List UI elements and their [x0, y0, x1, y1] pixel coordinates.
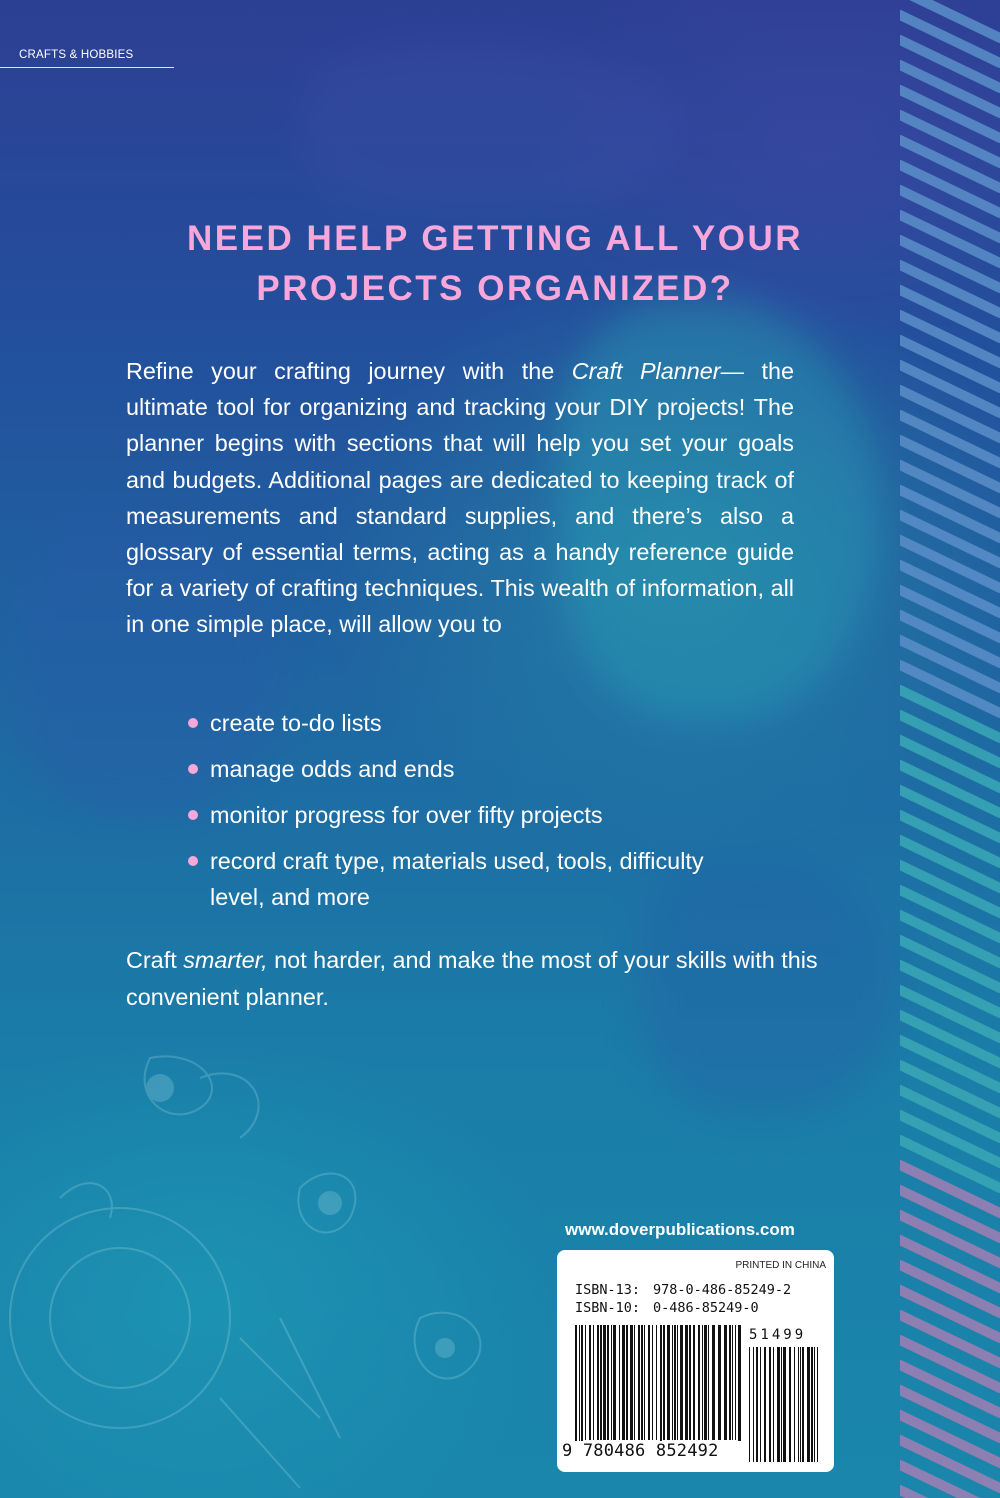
stripe: [900, 965, 1000, 1013]
barcode-bar: [769, 1347, 771, 1462]
barcode-label: [557, 1250, 834, 1472]
stripe: [900, 765, 1000, 813]
barcode-bar: [575, 1325, 577, 1460]
stripe: [900, 740, 1000, 788]
stripe: [900, 515, 1000, 563]
barcode-bar: [593, 1325, 594, 1440]
stripe: [900, 365, 1000, 413]
stripe: [900, 1440, 1000, 1488]
stripe: [900, 1140, 1000, 1188]
book-title: Craft Planner: [571, 358, 721, 384]
stripe: [900, 1415, 1000, 1463]
barcode-bar: [619, 1325, 620, 1440]
stripe: [900, 1390, 1000, 1438]
barcode-bar: [634, 1325, 635, 1440]
barcode-bar: [611, 1325, 612, 1440]
barcode-bar: [607, 1325, 609, 1440]
description-paragraph: [126, 353, 794, 643]
barcode-bar: [626, 1325, 628, 1440]
barcode-bar: [656, 1325, 657, 1440]
barcode-bar: [712, 1325, 715, 1440]
headline: [100, 214, 890, 314]
barcode-bar: [781, 1347, 782, 1462]
barcode-bar: [749, 1347, 750, 1462]
stripe: [900, 865, 1000, 913]
stripe: [900, 590, 1000, 638]
stripe: [900, 565, 1000, 613]
isbn-10-value: 0-486-85249-0: [653, 1300, 759, 1316]
headline-line-2: PROJECTS ORGANIZED?: [256, 269, 734, 308]
feature-item: [188, 843, 730, 915]
stripe: [900, 215, 1000, 263]
barcode-bar: [814, 1347, 815, 1462]
barcode-bar: [777, 1347, 780, 1462]
stripe: [900, 1340, 1000, 1388]
stripe: [900, 540, 1000, 588]
barcode-bar: [794, 1347, 795, 1462]
barcode-bar: [708, 1325, 709, 1440]
stripe: [900, 1190, 1000, 1238]
price-addon-digits: 51499: [749, 1327, 807, 1343]
barcode-bar: [644, 1325, 645, 1440]
bullet-dot: [188, 718, 198, 728]
paint-texture: [300, 40, 680, 220]
barcode-bar: [698, 1325, 700, 1440]
barcode-bar: [672, 1325, 673, 1440]
printed-in-label: PRINTED IN CHINA: [735, 1260, 826, 1271]
isbn-10-line: [575, 1300, 759, 1316]
stripe: [900, 140, 1000, 188]
barcode-bar: [674, 1325, 676, 1440]
stripe: [900, 840, 1000, 888]
isbn-13-label: ISBN-13:: [575, 1282, 641, 1298]
stripe: [900, 640, 1000, 688]
barcode-bar: [800, 1347, 801, 1462]
barcode-bar: [798, 1347, 799, 1462]
ean-digits: 9 780486 852492: [562, 1441, 746, 1461]
barcode-bar: [732, 1325, 733, 1440]
barcode-bar: [783, 1347, 786, 1462]
stripe: [900, 1015, 1000, 1063]
stripe: [900, 1290, 1000, 1338]
stripe: [900, 40, 1000, 88]
stripe: [900, 165, 1000, 213]
barcode-bar: [648, 1325, 650, 1440]
barcode-bar: [680, 1325, 683, 1440]
stripe: [900, 940, 1000, 988]
stripe: [900, 265, 1000, 313]
stripe: [900, 415, 1000, 463]
barcode-bar: [597, 1325, 599, 1440]
barcode-bar: [802, 1347, 804, 1462]
isbn-13-value: 978-0-486-85249-2: [653, 1282, 792, 1298]
barcode-bar: [638, 1325, 640, 1440]
stripe: [900, 1240, 1000, 1288]
isbn-13-line: [575, 1282, 791, 1298]
stripe: [900, 690, 1000, 738]
stripe: [900, 990, 1000, 1038]
barcode-bar: [579, 1325, 580, 1460]
stripe: [900, 340, 1000, 388]
feature-item: [188, 797, 828, 833]
stripe: [900, 15, 1000, 63]
closing-end: not harder, and make the most of your skills with this convenient planner.: [126, 947, 818, 1010]
stripe: [900, 790, 1000, 838]
stripe: [900, 1115, 1000, 1163]
barcode-bar: [689, 1325, 691, 1440]
description-intro: Refine your crafting journey with the: [126, 358, 572, 384]
stripe: [900, 1365, 1000, 1413]
diagonal-stripes-decoration: [900, 0, 1000, 1498]
barcode-bar: [667, 1325, 670, 1440]
bullet-dot: [188, 810, 198, 820]
bullet-dot: [188, 764, 198, 774]
category-label: CRAFTS & HOBBIES: [0, 46, 174, 68]
stripe: [900, 1040, 1000, 1088]
barcode-bar: [677, 1325, 678, 1440]
stripe: [900, 490, 1000, 538]
barcode-bar: [724, 1325, 727, 1440]
barcode-bar: [663, 1325, 665, 1440]
publisher-website[interactable]: www.doverpublications.com: [565, 1220, 795, 1239]
barcode-bar: [702, 1325, 703, 1440]
barcode-bar: [581, 1325, 583, 1460]
closing-start: Craft: [126, 947, 184, 973]
stripe: [900, 315, 1000, 363]
barcode-bar: [630, 1325, 633, 1440]
stripe: [900, 665, 1000, 713]
barcode-bar: [600, 1325, 602, 1440]
closing-paragraph: [126, 942, 826, 1016]
barcode-bar: [660, 1325, 662, 1460]
stripe: [900, 90, 1000, 138]
barcode-bar: [693, 1325, 695, 1440]
stripe: [900, 465, 1000, 513]
feature-text: monitor progress for over fifty projects: [210, 802, 603, 828]
stripe: [900, 1265, 1000, 1313]
barcode-bar: [756, 1347, 758, 1462]
bullet-dot: [188, 856, 198, 866]
barcode-bar: [589, 1325, 591, 1440]
stripe: [900, 390, 1000, 438]
stripe: [900, 1215, 1000, 1263]
closing-emphasis: smarter,: [183, 947, 268, 973]
stripe: [900, 1165, 1000, 1213]
isbn-10-label: ISBN-10:: [575, 1300, 641, 1316]
barcode-bar: [613, 1325, 616, 1440]
barcode-bar: [811, 1347, 813, 1462]
barcode-bar: [652, 1325, 653, 1440]
barcode-bar: [622, 1325, 625, 1440]
headline-line-1: NEED HELP GETTING ALL YOUR: [187, 219, 803, 258]
stripe: [900, 615, 1000, 663]
feature-text: manage odds and ends: [210, 756, 455, 782]
stripe: [900, 1090, 1000, 1138]
barcode-bar: [817, 1347, 818, 1462]
stripe: [900, 65, 1000, 113]
barcode-bar: [789, 1347, 791, 1462]
stripe: [900, 1315, 1000, 1363]
feature-list: [188, 705, 828, 925]
barcode-bar: [764, 1347, 766, 1462]
barcode-bar: [603, 1325, 606, 1440]
barcode-bar: [738, 1325, 741, 1460]
barcode-bar: [773, 1347, 774, 1462]
barcode-bar: [807, 1347, 810, 1462]
description-body: — the ultimate tool for organizing and tracking your DIY projects! The planner begins with sections that will help you set your goals and budgets. Additional pages are dedicated to keeping track of measurements and standard supplies, and there’s also a glossary of essential terms, acting as a handy reference guide for a variety of crafting techniques. This wealth of information, all in one simple place, will allow you to: [126, 358, 794, 638]
feature-item: [188, 705, 828, 741]
barcode-bar: [585, 1325, 586, 1440]
barcode-bar: [735, 1325, 736, 1440]
stripe: [900, 1065, 1000, 1113]
stripe: [900, 190, 1000, 238]
barcode-bar: [685, 1325, 688, 1440]
feature-text: create to-do lists: [210, 710, 382, 736]
feature-item: [188, 751, 828, 787]
stripe: [900, 290, 1000, 338]
stripe: [900, 890, 1000, 938]
stripe: [900, 915, 1000, 963]
barcode-bar: [718, 1325, 721, 1440]
stripe: [900, 115, 1000, 163]
barcode-bar: [753, 1347, 754, 1462]
feature-text: record craft type, materials used, tools, difficulty level, and more: [210, 848, 704, 910]
barcode-bar: [704, 1325, 707, 1440]
stripe: [900, 715, 1000, 763]
barcode-bar: [729, 1325, 731, 1440]
stripe: [900, 240, 1000, 288]
barcode-bar: [641, 1325, 643, 1440]
stripe: [900, 440, 1000, 488]
barcode-bar: [760, 1347, 761, 1462]
stripe: [900, 815, 1000, 863]
floral-decoration: [0, 1018, 560, 1498]
